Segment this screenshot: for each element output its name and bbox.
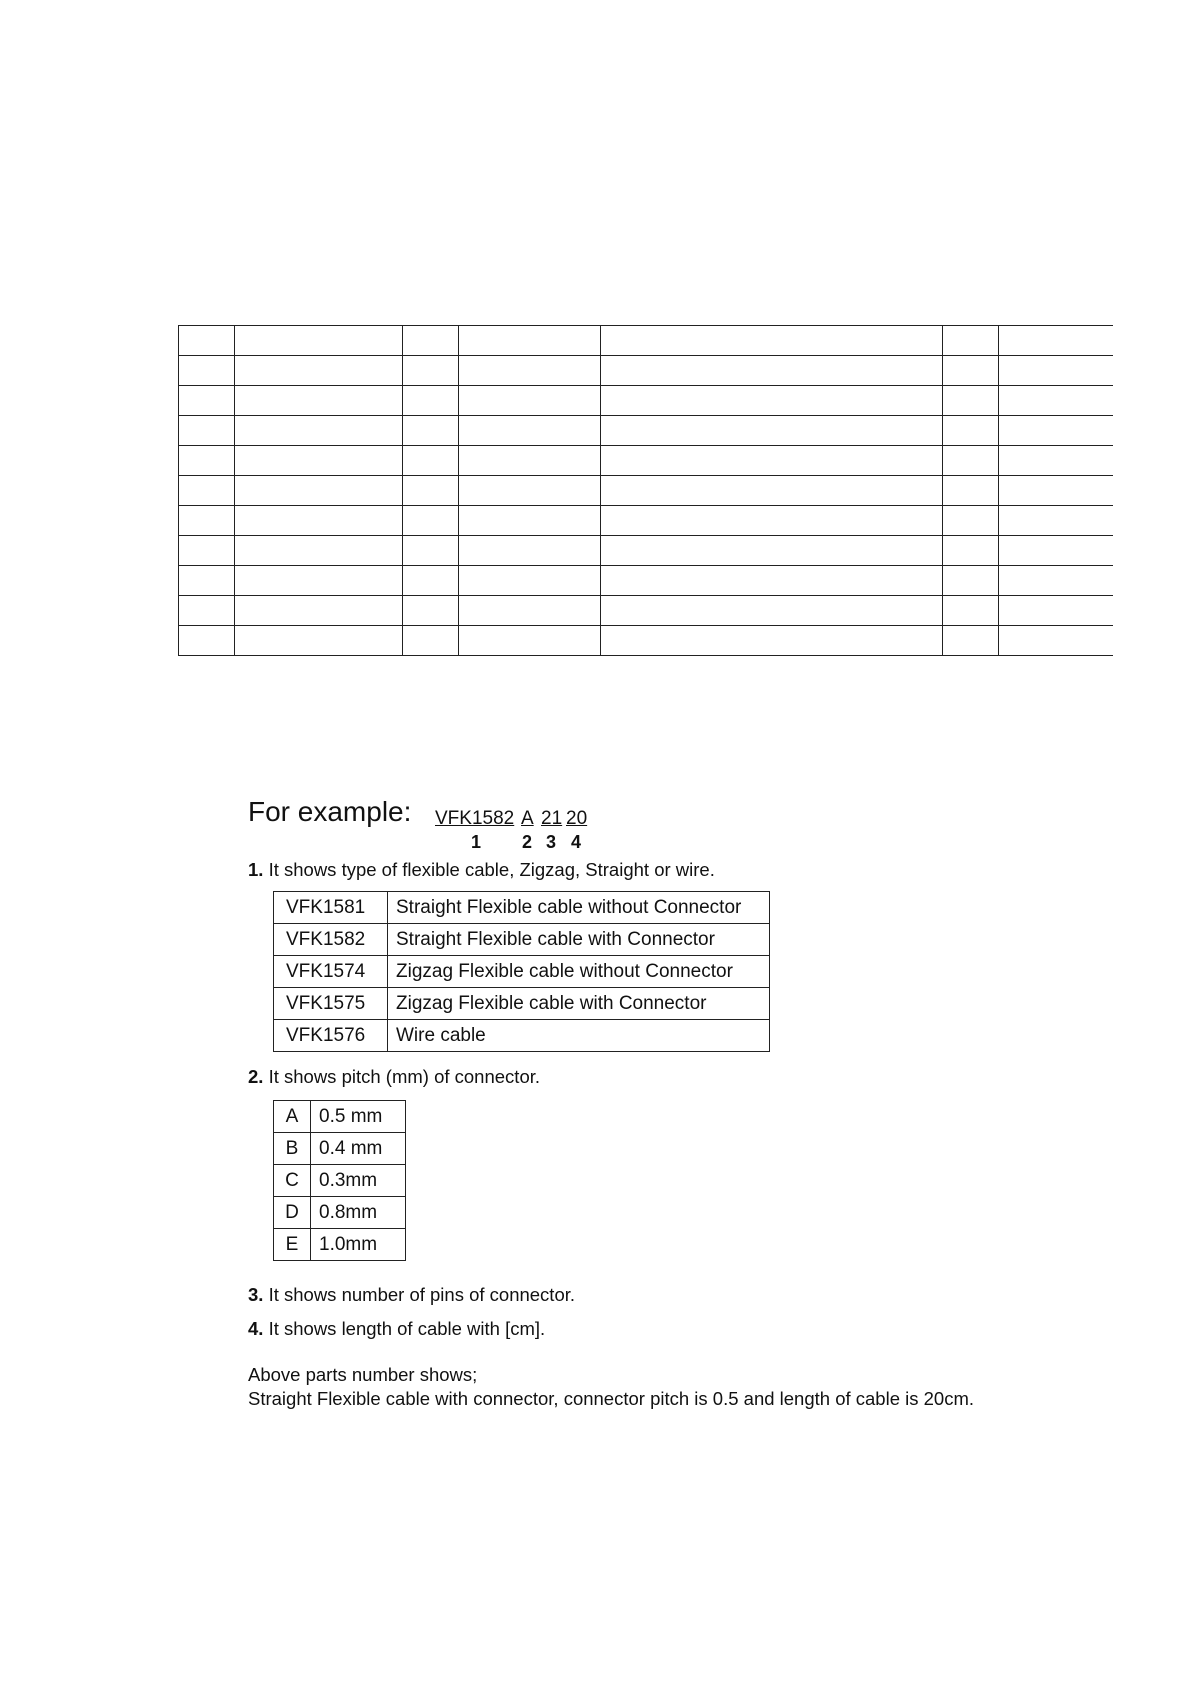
grid-cell [999,536,1113,566]
pitch-value: 0.3mm [311,1165,406,1197]
grid-cell [403,356,459,386]
grid-cell [459,416,601,446]
table-row [274,1165,406,1197]
grid-cell [403,536,459,566]
grid-cell [459,356,601,386]
grid-cell [459,506,601,536]
cable-description: Wire cable [388,1020,770,1052]
grid-cell [601,386,943,416]
grid-cell [403,386,459,416]
grid-cell [999,356,1113,386]
grid-cell [403,626,459,656]
grid-row [179,446,1113,476]
item-2-text: It shows pitch (mm) of connector. [268,1066,541,1087]
grid-cell [235,476,403,506]
grid-cell [943,566,999,596]
grid-body [179,326,1113,656]
grid-cell [179,326,235,356]
grid-cell [943,596,999,626]
grid-row [179,476,1113,506]
cable-description: Straight Flexible cable with Connector [388,924,770,956]
cable-description: Zigzag Flexible cable with Connector [388,988,770,1020]
cable-code: VFK1581 [274,892,388,924]
pitch-code: C [274,1165,311,1197]
grid-row [179,386,1113,416]
summary-line-2: Straight Flexible cable with connector, connector pitch is 0.5 and length of cable is 20cm. [248,1388,975,1409]
grid-cell [235,506,403,536]
table-row [274,1229,406,1261]
grid-cell [999,326,1113,356]
grid-cell [999,476,1113,506]
table-row [274,1197,406,1229]
grid-cell [459,536,601,566]
grid-row [179,416,1113,446]
summary-line-1: Above parts number shows; [248,1364,478,1385]
grid-cell [943,386,999,416]
grid-cell [179,566,235,596]
grid-cell [601,626,943,656]
grid-cell [235,626,403,656]
grid-cell [179,386,235,416]
item-2-number: 2. [248,1066,264,1087]
cable-code: VFK1576 [274,1020,388,1052]
grid-cell [179,596,235,626]
grid-row [179,506,1113,536]
grid-cell [601,326,943,356]
grid-cell [459,626,601,656]
grid-row [179,326,1113,356]
item-2 [248,1065,1108,1088]
grid-cell [943,446,999,476]
cable-type-table [273,891,770,1052]
grid-cell [235,356,403,386]
grid-cell [459,596,601,626]
grid-cell [943,536,999,566]
segment-number-4: 4 [571,832,582,852]
empty-parts-grid [178,325,1113,656]
cable-code: VFK1582 [274,924,388,956]
grid-cell [179,476,235,506]
part-segment-pitch: A [521,808,534,829]
grid-cell [235,596,403,626]
grid-cell [459,446,601,476]
grid-cell [403,446,459,476]
example-header [248,796,1108,858]
table-row [274,988,770,1020]
grid-cell [601,476,943,506]
item-1-text: It shows type of flexible cable, Zigzag, Straight or wire. [268,859,715,880]
grid-cell [403,596,459,626]
grid-cell [601,416,943,446]
cable-description: Zigzag Flexible cable without Connector [388,956,770,988]
grid-cell [601,536,943,566]
grid-cell [235,386,403,416]
table-row [274,1133,406,1165]
part-number-example [248,796,1108,1411]
pitch-value: 0.5 mm [311,1101,406,1133]
part-segment-pins: 21 [541,808,563,829]
grid-cell [943,356,999,386]
grid-cell [403,416,459,446]
part-segment-length: 20 [566,808,588,829]
grid-cell [999,566,1113,596]
grid-row [179,596,1113,626]
grid-cell [235,566,403,596]
grid-cell [943,626,999,656]
grid-row [179,566,1113,596]
segment-number-3: 3 [546,832,557,852]
grid-cell [999,506,1113,536]
table-row [274,1101,406,1133]
grid-cell [601,566,943,596]
item-3-number: 3. [248,1284,264,1305]
grid-cell [179,506,235,536]
grid-cell [179,356,235,386]
grid-cell [459,566,601,596]
grid-row [179,626,1113,656]
table-row [274,892,770,924]
grid-cell [601,596,943,626]
pitch-value: 1.0mm [311,1229,406,1261]
example-label: For example: [248,796,412,827]
grid-cell [459,386,601,416]
item-1 [248,858,1108,881]
item-4-text: It shows length of cable with [cm]. [268,1318,546,1339]
segment-number-2: 2 [522,832,533,852]
grid-cell [999,596,1113,626]
grid-cell [943,506,999,536]
grid-cell [601,506,943,536]
item-1-number: 1. [248,859,264,880]
pitch-value: 0.8mm [311,1197,406,1229]
item-3-text: It shows number of pins of connector. [268,1284,576,1305]
grid-cell [999,416,1113,446]
grid-cell [179,416,235,446]
grid-cell [235,416,403,446]
grid-cell [403,476,459,506]
cable-code: VFK1575 [274,988,388,1020]
grid-cell [999,626,1113,656]
pitch-code: D [274,1197,311,1229]
grid-cell [943,326,999,356]
table-row [274,956,770,988]
grid-cell [403,326,459,356]
cable-description: Straight Flexible cable without Connector [388,892,770,924]
pitch-code: E [274,1229,311,1261]
grid-row [179,356,1113,386]
cable-code: VFK1574 [274,956,388,988]
grid-cell [999,386,1113,416]
grid-row [179,536,1113,566]
item-4 [248,1317,1108,1340]
grid-cell [403,566,459,596]
pitch-value: 0.4 mm [311,1133,406,1165]
grid-cell [459,476,601,506]
part-segment-type: VFK1582 [435,808,515,829]
pitch-code: A [274,1101,311,1133]
grid-cell [179,626,235,656]
grid-cell [943,416,999,446]
segment-number-1: 1 [471,832,482,852]
grid-cell [179,536,235,566]
grid-cell [459,326,601,356]
grid-cell [403,506,459,536]
pitch-table [273,1100,406,1261]
grid-cell [235,536,403,566]
table-row [274,924,770,956]
table-row [274,1020,770,1052]
grid-cell [943,476,999,506]
grid-cell [601,356,943,386]
grid-cell [999,446,1113,476]
item-4-number: 4. [248,1318,264,1339]
pitch-code: B [274,1133,311,1165]
grid-cell [235,326,403,356]
grid-cell [179,446,235,476]
grid-cell [235,446,403,476]
item-3 [248,1283,1108,1306]
grid-cell [601,446,943,476]
